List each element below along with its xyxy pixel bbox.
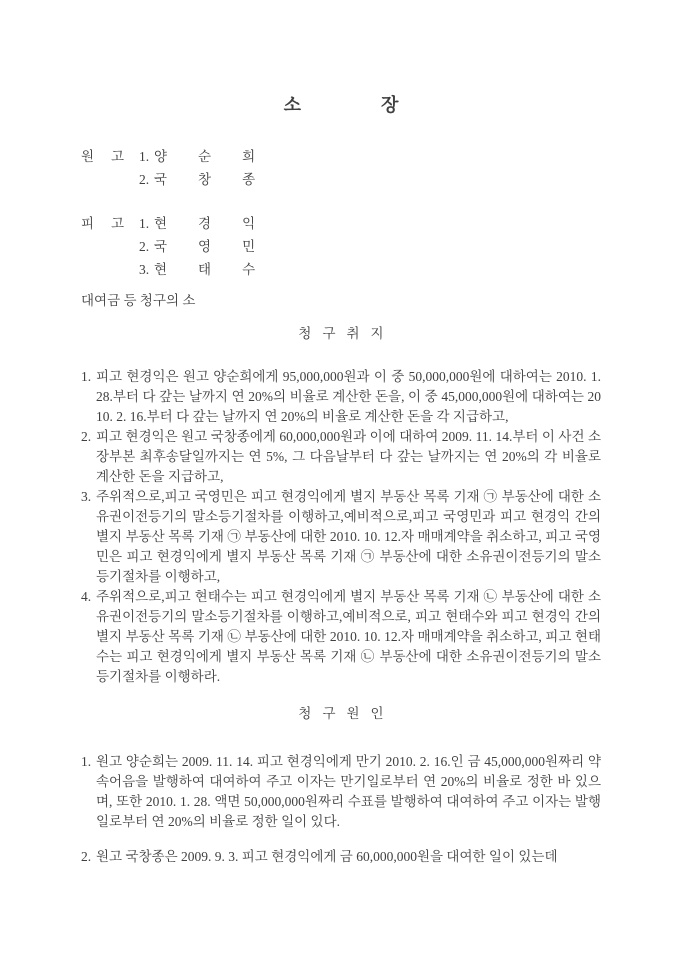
claim-item-2 <box>81 427 601 487</box>
claim-item-1-text: 피고 현경익은 원고 양순희에게 95,000,000원과 이 중 50,000,000원에 대하여는 2010. 1. 28.부터 다 갚는 날까지 연 20%의 비율로 계산한 돈을, 이 중 45,000,000원에 대하여는 2010. 2. 16.부터 다 갚는 날까지 연 20%의 비율로 계산한 돈을 각 지급하고, <box>96 369 601 424</box>
claim-item-1 <box>81 367 601 427</box>
cause-item-2-number: 2. <box>81 849 92 864</box>
plaintiff-row <box>139 168 601 191</box>
claim-item-2-number: 2. <box>81 429 92 444</box>
defendant-names <box>139 212 601 281</box>
defendant-name: 현태수 <box>154 262 287 277</box>
cause-item-1 <box>81 752 601 832</box>
plaintiff-names <box>139 145 601 191</box>
cause-heading-text: 청구원인 <box>298 706 395 721</box>
cause-item-2 <box>81 847 601 867</box>
cause-item-1-text: 원고 양순희는 2009. 11. 14. 피고 현경익에게 만기 2010. 2. 16.인 금 45,000,000원짜리 약속어음을 발행하여 대여하여 주고 이자는 만기일로부터 연 20%의 비율로 정한 바 있으며, 또한 2010. 1. 28. 액면 50,000,000원짜리 수표를 발행하여 대여하여 주고 이자는 발행일로부터 연 20%의 비율로 정한 일이 있다. <box>96 754 601 829</box>
claim-item-3-number: 3. <box>81 489 92 504</box>
document-title-text: 소장 <box>283 95 479 115</box>
parties-section <box>81 145 601 281</box>
defendant-row <box>139 212 601 235</box>
claim-heading-text: 청구취지 <box>298 326 395 341</box>
plaintiff-name: 양순희 <box>154 149 287 164</box>
plaintiff-label: 원고 <box>81 149 142 164</box>
plaintiff-name: 국창종 <box>154 172 287 187</box>
plaintiff-row <box>139 145 601 168</box>
cause-section <box>81 705 601 867</box>
cause-item-2-text: 원고 국창종은 2009. 9. 3. 피고 현경익에게 금 60,000,000원을 대여한 일이 있는데 <box>96 849 558 864</box>
claim-item-4-number: 4. <box>81 589 92 604</box>
cause-heading <box>81 705 601 722</box>
plaintiff-number: 2. <box>139 172 150 187</box>
defendant-number: 1. <box>139 216 150 231</box>
claim-item-4-text: 주위적으로,피고 현태수는 피고 현경익에게 별지 부동산 목록 기재 ㉡ 부동산에 대한 소유권이전등기의 말소등기절차를 이행하고,예비적으로, 피고 현태수와 피고 현경익 간의 별지 부동산 목록 기재 ㉡ 부동산에 대한 2010. 10. 12.자 매매계약을 취소하고, 피고 현태수는 피고 현경익에게 별지 부동산 목록 기재 ㉡ 부동산에 대한 소유권이전등기의 말소등기절차를 이행하라. <box>96 589 601 684</box>
defendant-row <box>139 258 601 281</box>
defendant-label: 피고 <box>81 216 142 231</box>
cause-item-1-number: 1. <box>81 754 92 769</box>
claim-item-2-text: 피고 현경익은 원고 국창종에게 60,000,000원과 이에 대하여 2009. 11. 14.부터 이 사건 소장부본 최후송달일까지는 연 5%, 그 다음날부터 다 갚는 날까지는 연 20%의 각 비율로 계산한 돈을 지급하고, <box>96 429 601 484</box>
defendant-row <box>139 235 601 258</box>
claim-items <box>81 367 601 687</box>
defendant-number: 2. <box>139 239 150 254</box>
defendant-name: 현경익 <box>154 216 287 231</box>
cause-items <box>81 752 601 867</box>
defendant-name: 국영민 <box>154 239 287 254</box>
claim-item-4 <box>81 587 601 687</box>
document-title <box>81 95 601 115</box>
plaintiff-block <box>81 145 601 191</box>
defendant-number: 3. <box>139 262 150 277</box>
defendant-block <box>81 212 601 281</box>
claim-section <box>81 325 601 687</box>
claim-item-3-text: 주위적으로,피고 국영민은 피고 현경익에게 별지 부동산 목록 기재 ㉠ 부동산에 대한 소유권이전등기의 말소등기절차를 이행하고,예비적으로,피고 국영민과 피고 현경익 간의 별지 부동산 목록 기재 ㉠ 부동산에 대한 2010. 10. 12.자 매매계약을 취소하고, 피고 국영민은 피고 현경익에게 별지 부동산 목록 기재 ㉠ 부동산에 대한 소유권이전등기의 말소등기절차를 이행하고, <box>96 489 601 584</box>
plaintiff-number: 1. <box>139 149 150 164</box>
claim-item-1-number: 1. <box>81 369 92 384</box>
case-title: 대여금 등 청구의 소 <box>81 293 196 308</box>
claim-heading <box>81 325 601 342</box>
claim-item-3 <box>81 487 601 587</box>
